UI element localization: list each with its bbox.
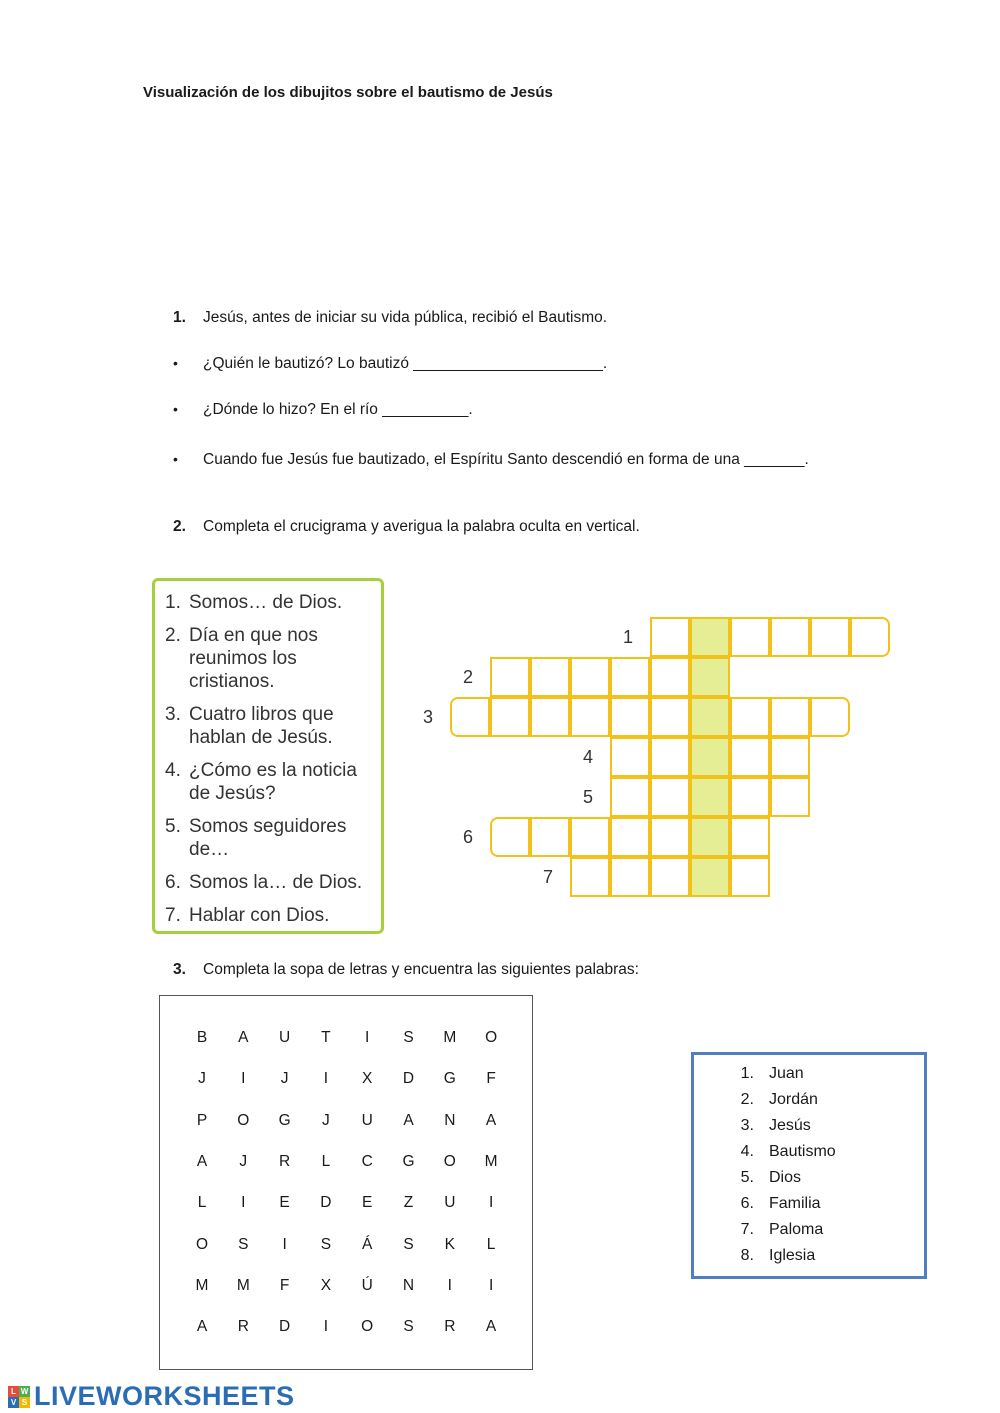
word-list-number: 7.	[740, 1221, 754, 1238]
question-2	[173, 518, 640, 536]
crossword-cell[interactable]	[650, 817, 690, 857]
logo-icon-letter: L	[8, 1386, 19, 1397]
word-search-letter[interactable]: G	[278, 1111, 291, 1129]
word-search-letter[interactable]: M	[484, 1152, 498, 1170]
crossword-cell[interactable]	[690, 817, 730, 857]
crossword-cell[interactable]	[690, 857, 730, 897]
word-list-number: 2.	[740, 1091, 754, 1108]
crossword-cell[interactable]	[530, 657, 570, 697]
word-list-item	[694, 1091, 924, 1117]
word-search-letter[interactable]: D	[320, 1194, 332, 1212]
word-list-word: Familia	[769, 1195, 821, 1212]
crossword-cell[interactable]	[650, 857, 690, 897]
word-search-letter[interactable]: M	[236, 1276, 250, 1294]
word-search-letter[interactable]: S	[403, 1029, 414, 1046]
crossword-cell[interactable]	[610, 817, 650, 857]
crossword-clues-box	[152, 578, 384, 934]
word-list-word: Paloma	[769, 1221, 824, 1238]
word-search-letter[interactable]: F	[279, 1276, 290, 1294]
question-2-number: 2.	[173, 518, 186, 535]
clue-text: Somos la… de Dios.	[189, 872, 363, 893]
word-search-letter[interactable]: A	[238, 1029, 249, 1046]
crossword-cell[interactable]	[610, 737, 650, 777]
bullet-quien-text: ¿Quién le bautizó? Lo bautizó ______________________.	[203, 355, 608, 372]
clue-number: 4.	[165, 760, 181, 781]
crossword-cell[interactable]	[570, 657, 610, 697]
word-search-letter[interactable]: D	[402, 1070, 415, 1088]
word-search-letter[interactable]: J	[239, 1152, 248, 1170]
crossword-grid	[450, 617, 850, 899]
word-search-letter[interactable]: R	[444, 1318, 456, 1336]
clue-text: Cuatro libros que hablan de Jesús.	[189, 704, 334, 748]
bullet-donde	[173, 401, 473, 419]
word-search-letter[interactable]: Á	[362, 1235, 373, 1253]
crossword-cell[interactable]	[650, 697, 690, 737]
bullet-icon: •	[173, 401, 178, 417]
word-search-letter[interactable]: R	[237, 1318, 249, 1336]
word-search-grid	[159, 995, 533, 1370]
clue-text: Somos seguidores de…	[189, 816, 347, 860]
crossword-number-4: 4	[583, 747, 594, 767]
word-search-letter[interactable]: I	[365, 1029, 370, 1046]
word-search-letter[interactable]: S	[403, 1235, 414, 1253]
crossword-cell[interactable]	[730, 737, 770, 777]
logo-icon-letter: V	[8, 1397, 19, 1408]
bullet-icon: •	[173, 355, 178, 371]
crossword-cell[interactable]	[650, 657, 690, 697]
crossword-cell[interactable]	[810, 617, 850, 657]
word-list-item	[694, 1247, 924, 1273]
word-search-letter[interactable]: Ú	[361, 1276, 373, 1294]
word-search-letter[interactable]: E	[279, 1194, 290, 1212]
crossword-cell[interactable]	[610, 657, 650, 697]
clue-number: 3.	[165, 704, 181, 725]
crossword-cell[interactable]	[570, 817, 610, 857]
clue-2	[165, 624, 381, 693]
word-search-letter[interactable]: I	[323, 1318, 329, 1336]
word-list-item	[694, 1143, 924, 1169]
word-list-number: 8.	[740, 1247, 754, 1264]
clue-7	[165, 904, 381, 927]
bullet-icon: •	[173, 451, 178, 467]
word-search-letter[interactable]: S	[320, 1235, 332, 1253]
word-search-letter[interactable]: I	[282, 1235, 287, 1253]
question-1	[173, 309, 607, 327]
word-search-letter[interactable]: C	[361, 1152, 373, 1170]
crossword-cell[interactable]	[730, 777, 770, 817]
word-search-letter[interactable]: L	[321, 1152, 331, 1170]
clue-6	[165, 871, 381, 894]
word-search-letter[interactable]: T	[321, 1029, 331, 1046]
word-list-item	[694, 1065, 924, 1091]
crossword-cell[interactable]	[610, 777, 650, 817]
word-search-letter[interactable]: U	[444, 1194, 456, 1212]
word-search-letter[interactable]: A	[485, 1111, 497, 1129]
word-search-letter[interactable]: L	[197, 1194, 207, 1212]
word-search-letter[interactable]: D	[278, 1318, 291, 1336]
crossword-cell[interactable]	[730, 697, 770, 737]
crossword-cell[interactable]	[730, 857, 770, 897]
crossword-cell[interactable]	[610, 697, 650, 737]
word-search-letter[interactable]: L	[486, 1235, 496, 1253]
question-1-number: 1.	[173, 309, 186, 326]
crossword-number-1: 1	[623, 627, 634, 647]
word-list-number: 4.	[740, 1143, 754, 1160]
word-search-letter[interactable]: I	[488, 1276, 494, 1294]
word-list-item	[694, 1169, 924, 1195]
question-3	[173, 961, 639, 979]
word-list-word: Iglesia	[769, 1247, 816, 1264]
crossword-cell[interactable]	[730, 617, 770, 657]
crossword-cell[interactable]	[770, 737, 810, 777]
clue-4	[165, 759, 381, 805]
word-search-letter[interactable]: A	[485, 1318, 497, 1336]
word-search-letter[interactable]: I	[323, 1070, 329, 1088]
word-list-number: 1.	[740, 1065, 754, 1082]
word-list-item	[694, 1195, 924, 1221]
word-search-letter[interactable]: I	[488, 1194, 494, 1212]
word-search-letter[interactable]: G	[443, 1070, 456, 1088]
word-search-letter[interactable]: G	[402, 1152, 415, 1170]
page-title: Visualización de los dibujitos sobre el bautismo de Jesús	[143, 84, 553, 101]
question-2-text: Completa el crucigrama y averigua la palabra oculta en vertical.	[203, 518, 640, 535]
clue-text: Día en que nos reunimos los cristianos.	[189, 625, 318, 692]
clue-number: 2.	[165, 625, 181, 646]
crossword-cell[interactable]	[690, 657, 730, 697]
word-search-letter[interactable]: B	[196, 1029, 208, 1046]
word-search-letter[interactable]: A	[196, 1152, 208, 1170]
clue-number: 1.	[165, 592, 181, 613]
clue-text: Somos… de Dios.	[189, 592, 343, 613]
word-list-number: 6.	[740, 1195, 754, 1212]
crossword-cell[interactable]	[770, 617, 810, 657]
logo-icon-letter: S	[19, 1397, 30, 1408]
question-3-text: Completa la sopa de letras y encuentra las siguientes palabras:	[203, 961, 639, 978]
crossword-cell[interactable]	[770, 697, 810, 737]
crossword-cell[interactable]	[450, 697, 490, 737]
crossword-cell[interactable]	[530, 697, 570, 737]
question-1-text: Jesús, antes de iniciar su vida pública, recibió el Bautismo.	[203, 309, 608, 326]
crossword-cell[interactable]	[610, 857, 650, 897]
word-search-letter[interactable]: R	[278, 1152, 291, 1170]
word-search-letter[interactable]: X	[362, 1070, 373, 1088]
word-search-letter[interactable]: M	[443, 1029, 457, 1046]
bullet-quien	[173, 355, 607, 373]
word-search-letter[interactable]: N	[444, 1111, 456, 1129]
crossword-cell[interactable]	[810, 697, 850, 737]
crossword-number-3: 3	[423, 707, 434, 727]
word-search-letter[interactable]: F	[486, 1070, 496, 1088]
word-search-letter[interactable]: E	[362, 1194, 373, 1212]
word-list-number: 5.	[740, 1169, 754, 1186]
word-search-letter[interactable]: O	[485, 1029, 498, 1046]
crossword-cell[interactable]	[690, 617, 730, 657]
clue-text: Hablar con Dios.	[189, 905, 330, 926]
clue-number: 6.	[165, 872, 181, 893]
clue-5	[165, 815, 381, 861]
crossword-number-2: 2	[463, 667, 474, 687]
word-list-word: Jordán	[769, 1091, 818, 1108]
word-search-letter[interactable]: O	[443, 1152, 456, 1170]
word-search-letter[interactable]: J	[322, 1111, 330, 1129]
word-list-word: Jesús	[769, 1117, 811, 1134]
word-search-letter[interactable]: S	[238, 1235, 249, 1253]
word-search-letter[interactable]: N	[402, 1276, 415, 1294]
logo-icon	[8, 1386, 30, 1408]
crossword-cell[interactable]	[570, 857, 610, 897]
word-search-letter[interactable]: U	[361, 1111, 373, 1129]
crossword-number-7: 7	[543, 867, 554, 887]
word-search-letter[interactable]: J	[280, 1070, 289, 1088]
clue-text: ¿Cómo es la noticia de Jesús?	[189, 760, 357, 804]
word-search-letter[interactable]: J	[198, 1070, 206, 1088]
crossword-cell[interactable]	[690, 697, 730, 737]
bullet-donde-text: ¿Dónde lo hizo? En el río __________.	[203, 401, 473, 418]
question-3-number: 3.	[173, 961, 186, 978]
word-search-letter[interactable]: P	[196, 1111, 208, 1129]
word-search-letter[interactable]: A	[403, 1111, 414, 1129]
crossword-cell[interactable]	[730, 817, 770, 857]
word-list-item	[694, 1221, 924, 1247]
crossword-cell[interactable]	[770, 777, 810, 817]
word-search-letter[interactable]: O	[361, 1318, 374, 1336]
word-list-word: Dios	[769, 1169, 802, 1186]
word-list-number: 3.	[740, 1117, 754, 1134]
word-search-letter[interactable]: Z	[403, 1194, 414, 1212]
clue-3	[165, 703, 381, 749]
word-list-box	[691, 1052, 927, 1279]
word-search-letter[interactable]: O	[237, 1111, 250, 1129]
word-search-letter[interactable]: S	[403, 1318, 414, 1336]
crossword-cell[interactable]	[650, 617, 690, 657]
liveworksheets-logo[interactable]	[8, 1381, 295, 1412]
word-search-letter[interactable]: I	[241, 1070, 246, 1088]
word-search-letter[interactable]: O	[195, 1235, 209, 1253]
crossword-cell[interactable]	[490, 657, 530, 697]
bullet-espiritu	[173, 451, 809, 469]
crossword-number-5: 5	[583, 787, 594, 807]
word-list-word: Juan	[769, 1065, 804, 1082]
crossword-cell[interactable]	[490, 817, 530, 857]
word-list-item	[694, 1117, 924, 1143]
bullet-espiritu-text: Cuando fue Jesús fue bautizado, el Espíritu Santo descendió en forma de una _______.	[203, 451, 809, 468]
crossword-cell[interactable]	[690, 737, 730, 777]
logo-icon-letter: W	[20, 1386, 29, 1396]
crossword-cell[interactable]	[570, 697, 610, 737]
word-search-letter[interactable]: U	[278, 1029, 291, 1046]
clue-number: 5.	[165, 816, 181, 837]
crossword-cell[interactable]	[650, 777, 690, 817]
clue-1	[165, 591, 381, 614]
crossword-cell[interactable]	[690, 777, 730, 817]
word-search-letter[interactable]: I	[447, 1276, 452, 1294]
crossword-number-6: 6	[463, 827, 474, 847]
crossword-cell[interactable]	[490, 697, 530, 737]
clue-number: 7.	[165, 905, 181, 926]
crossword-cell[interactable]	[530, 817, 570, 857]
word-search-letter[interactable]: I	[241, 1194, 246, 1212]
logo-text: LIVEWORKSHEETS	[34, 1381, 295, 1411]
crossword-cell[interactable]	[650, 737, 690, 777]
word-search-letter[interactable]: K	[444, 1235, 455, 1253]
word-search-letter[interactable]: M	[195, 1276, 209, 1294]
word-search-letter[interactable]: X	[320, 1276, 332, 1294]
word-search-letter[interactable]: A	[196, 1318, 208, 1336]
crossword-cell[interactable]	[850, 617, 890, 657]
word-list-word: Bautismo	[769, 1143, 836, 1160]
